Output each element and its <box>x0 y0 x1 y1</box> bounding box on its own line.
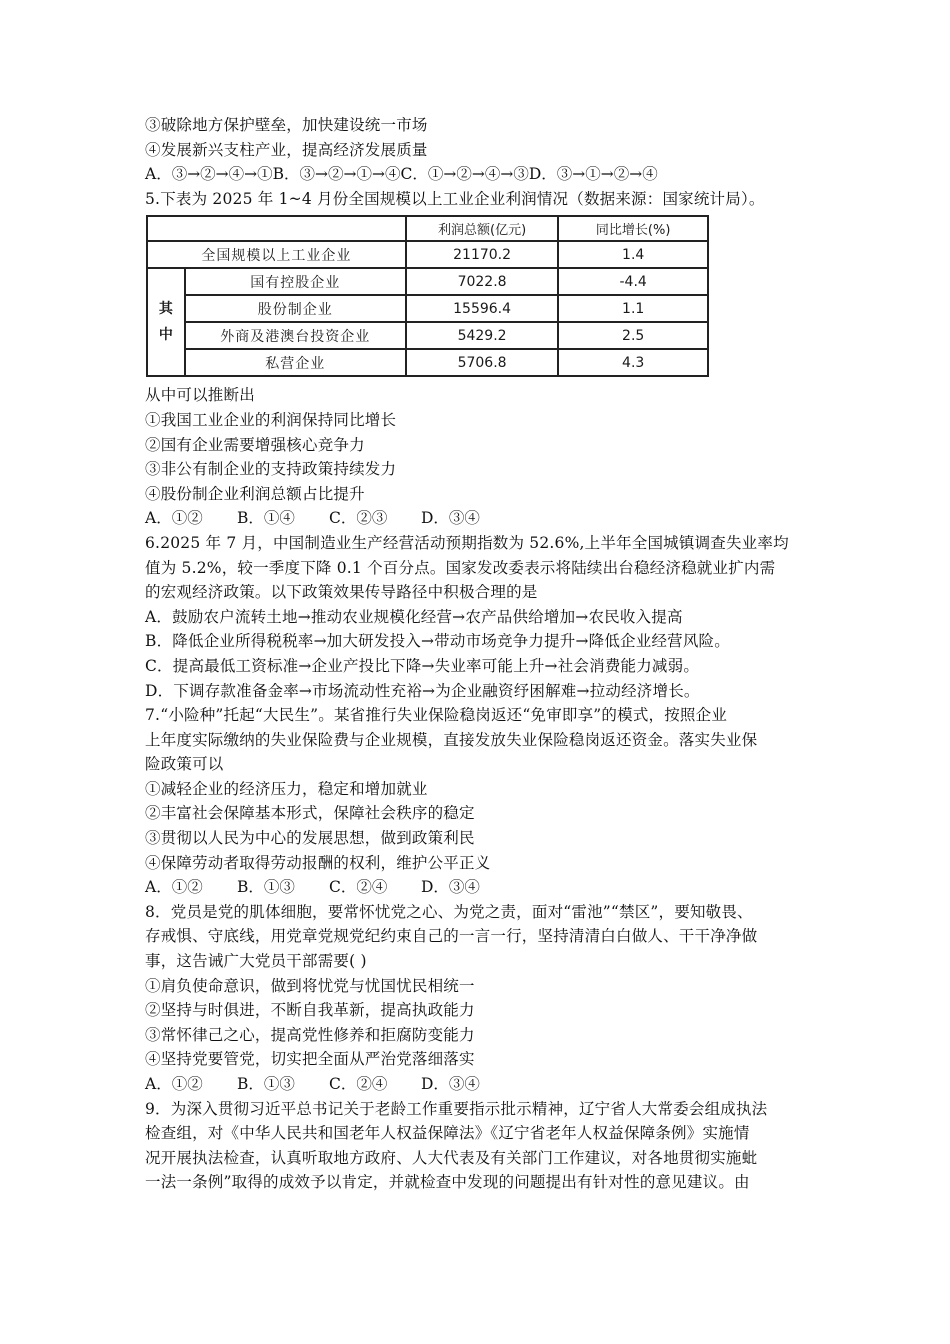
q8-item: ④坚持党要管党，切实把全面从严治党落细落实 <box>145 1050 475 1069</box>
q5-item: ④股份制企业利润总额占比提升 <box>145 484 365 503</box>
table-cell-growth: 1.1 <box>558 295 708 322</box>
q6-stem-line: 值为 5.2%，较一季度下降 0.1 个百分点。国家发改委表示将陆续出台稳经济稳就业扩内需 <box>145 558 776 577</box>
table-cell-name: 私营企业 <box>185 349 406 376</box>
q8-stem-line: 存戒惧、守底线，用党章党规党纪约束自己的一言一行，坚持清清白白做人、干干净净做 <box>145 927 758 946</box>
q8-stem-line: 8．党员是党的肌体细胞，要常怀忧党之心、为党之责，面对“雷池”“禁区”，要知敬畏、 <box>145 902 753 921</box>
q7-options <box>145 875 815 900</box>
q4-option-c: C．①→②→④→③ <box>400 165 529 184</box>
q8-stem-line: 事，这告诫广大党员干部需要( ) <box>145 952 367 971</box>
q8-option-c: C．②④ <box>329 1075 388 1093</box>
table-header-profit: 利润总额(亿元) <box>406 216 559 241</box>
table-side-label <box>147 268 185 376</box>
q9-stem-line: 9．为深入贯彻习近平总书记关于老龄工作重要指示批示精神，辽宁省人大常委会组成执法 <box>145 1099 768 1118</box>
q7-option-b: B．①③ <box>237 878 295 897</box>
q7-item: ①减轻企业的经济压力，稳定和增加就业 <box>145 779 428 798</box>
q9-stem-line: 况开展执法检查，认真听取地方政府、人大代表及有关部门工作建议，对各地贯彻实施蚍 <box>145 1148 758 1167</box>
q4-option-b: B．③→②→①→④ <box>272 165 401 184</box>
table-row <box>147 295 708 322</box>
table-row <box>147 322 708 349</box>
table-cell-growth: -4.4 <box>558 268 708 295</box>
q8-item: ③常怀律己之心，提高党性修养和拒腐防变能力 <box>145 1025 475 1044</box>
q6-option-a: A．鼓励农户流转土地→推动农业规模化经营→农产品供给增加→农民收入提高 <box>145 607 683 626</box>
q4-item-3: ③破除地方保护壁垒，加快建设统一市场 <box>145 116 428 134</box>
q6-option-b: B．降低企业所得税税率→加大研发投入→带动市场竞争力提升→降低企业经营风险。 <box>145 632 730 651</box>
table-cell-profit: 7022.8 <box>406 268 559 295</box>
q6-stem-line: 的宏观经济政策。以下政策效果传导路径中积极合理的是 <box>145 583 538 602</box>
q8-options <box>145 1072 815 1097</box>
q9-stem-line: 检查组，对《中华人民共和国老年人权益保障法》《辽宁省老年人权益保障条例》实施情 <box>145 1124 750 1143</box>
q8-option-d: D．③④ <box>421 1075 480 1093</box>
table-cell-growth: 1.4 <box>558 241 708 268</box>
q8-item: ②坚持与时俱进，不断自我革新，提高执政能力 <box>145 1001 475 1020</box>
q7-item: ③贯彻以人民为中心的发展思想，做到政策利民 <box>145 829 475 848</box>
q7-stem-line: 上年度实际缴纳的失业保险费与企业规模，直接发放失业保险稳岗返还资金。落实失业保 <box>145 730 758 749</box>
q4-option-d: D．③→①→②→④ <box>528 165 658 184</box>
q7-stem-line: 险政策可以 <box>145 755 224 774</box>
q8-item: ①肩负使命意识，做到将忧党与忧国忧民相统一 <box>145 976 475 995</box>
exam-page <box>145 113 815 1195</box>
table-header-row <box>147 216 708 241</box>
table-row <box>147 349 708 376</box>
table-header-growth: 同比增长(%) <box>558 216 708 241</box>
q8-option-b: B．①③ <box>237 1075 295 1093</box>
q5-options <box>145 506 815 531</box>
table-cell-profit: 5429.2 <box>406 322 559 349</box>
q5-option-c: C．②③ <box>329 509 388 528</box>
q7-option-d: D．③④ <box>421 878 480 897</box>
q4-option-a: A．③→②→④→① <box>145 165 273 184</box>
profit-table-wrap <box>146 215 815 377</box>
q7-option-c: C．②④ <box>329 878 388 897</box>
q7-item: ②丰富社会保障基本形式，保障社会秩序的稳定 <box>145 804 475 823</box>
table-cell-name: 全国规模以上工业企业 <box>147 241 406 268</box>
table-cell-name: 外商及港澳台投资企业 <box>185 322 406 349</box>
profit-table <box>146 215 709 377</box>
q8-option-a: A．①② <box>145 1075 203 1093</box>
q7-option-a: A．①② <box>145 878 203 897</box>
table-cell-name: 股份制企业 <box>185 295 406 322</box>
table-cell-name: 国有控股企业 <box>185 268 406 295</box>
table-header-blank <box>147 216 406 241</box>
table-cell-profit: 21170.2 <box>406 241 559 268</box>
table-row <box>147 268 708 295</box>
q5-item: ③非公有制企业的支持政策持续发力 <box>145 460 397 479</box>
q6-stem-line: 6.2025 年 7 月，中国制造业生产经营活动预期指数为 52.6%,上半年全国城镇调查失业率均 <box>145 533 789 552</box>
table-cell-growth: 2.5 <box>558 322 708 349</box>
table-side-char: 其 <box>158 301 173 318</box>
q5-item: ①我国工业企业的利润保持同比增长 <box>145 410 397 429</box>
table-cell-growth: 4.3 <box>558 349 708 376</box>
q5-option-a: A．①② <box>145 509 203 528</box>
q7-item: ④保障劳动者取得劳动报酬的权利，维护公平正义 <box>145 853 491 872</box>
q6-option-d: D．下调存款准备金率→市场流动性充裕→为企业融资纾困解难→拉动经济增长。 <box>145 681 700 700</box>
q9-stem-line: 一法一条例”取得的成效予以肯定，并就检查中发现的问题提出有针对性的意见建议。由 <box>145 1173 750 1192</box>
table-cell-profit: 5706.8 <box>406 349 559 376</box>
table-cell-profit: 15596.4 <box>406 295 559 322</box>
q6-option-c: C．提高最低工资标准→企业产投比下降→失业率可能上升→社会消费能力减弱。 <box>145 656 700 675</box>
q5-lead: 从中可以推断出 <box>145 386 255 405</box>
q5-option-b: B．①④ <box>237 509 295 528</box>
q7-stem-line: 7.“小险种”托起“大民生”。某省推行失业保险稳岗返还“免审即享”的模式，按照企业 <box>145 706 728 725</box>
table-row <box>147 241 708 268</box>
q5-item: ②国有企业需要增强核心竞争力 <box>145 435 365 454</box>
q4-options <box>145 162 815 187</box>
q4-item-4: ④发展新兴支柱产业，提高经济发展质量 <box>145 140 428 159</box>
q5-option-d: D．③④ <box>421 509 480 528</box>
table-side-char: 中 <box>158 327 173 344</box>
q5-stem: 5.下表为 2025 年 1~4 月份全国规模以上工业企业利润情况（数据来源：国家统计局）。 <box>145 189 765 208</box>
